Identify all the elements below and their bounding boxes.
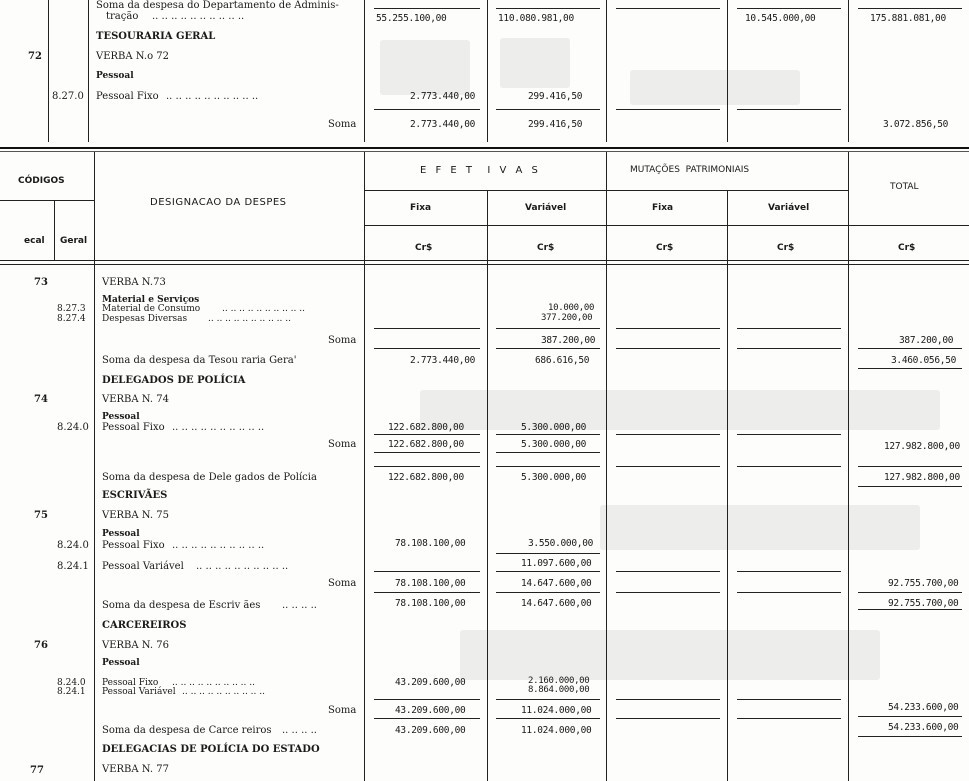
despesas-diversas-label: Despesas Diversas	[102, 314, 188, 324]
pessoal-fixo-leaders: .. .. .. .. .. .. .. .. .. ..	[166, 91, 259, 102]
header-geral: Geral	[60, 236, 88, 246]
pessoal-fixo-76-var: 2.160.000,00	[528, 676, 590, 686]
pessoal-76-heading: Pessoal	[102, 658, 140, 668]
dept-soma-label-1: Soma da despesa do Departamento de Adminis-	[96, 0, 339, 11]
material-servicos-heading: Material e Serviços	[102, 295, 200, 305]
soma-76-var: 11.024.000,00	[521, 705, 592, 716]
header-variavel-mut: Variável	[768, 203, 810, 213]
header-variavel: Variável	[525, 203, 567, 213]
top-rule-2	[88, 0, 89, 142]
dept-soma-label-2: tração	[106, 11, 139, 22]
pessoal-fixo-var: 299.416,50	[528, 91, 583, 102]
pessoal-fixo-fixa: 2.773.440,00	[410, 91, 476, 102]
material-consumo-code: 8.27.3	[57, 304, 86, 314]
soma-76-label: Soma	[328, 705, 357, 716]
pessoal-variavel-75-leaders: .. .. .. .. .. .. .. .. .. ..	[196, 561, 289, 572]
escrivaes-soma-leaders: .. .. .. ..	[282, 600, 317, 611]
pessoal-variavel-76-label: Pessoal Variável	[102, 687, 176, 697]
soma-72-total: 3.072.856,50	[883, 119, 949, 130]
material-consumo-leaders: .. .. .. .. .. .. .. .. .. ..	[222, 304, 305, 314]
pessoal-fixo-74-var: 5.300.000,00	[521, 422, 587, 433]
top-rule-6	[727, 0, 728, 142]
pessoal-fixo-76-label: Pessoal Fixo	[102, 678, 159, 688]
soma-75-total: 92.755.700,00	[888, 578, 959, 589]
tesouraria-title: TESOURARIA GERAL	[96, 31, 216, 42]
material-consumo-label: Material de Consumo	[102, 304, 201, 314]
carcereiros-soma-leaders: .. .. .. ..	[282, 725, 317, 736]
soma-74-label: Soma	[328, 439, 357, 450]
carcereiros-soma-var: 11.024.000,00	[521, 725, 592, 736]
pessoal-variavel-76-code: 8.24.1	[57, 687, 86, 697]
pessoal-fixo-74-fixa: 122.682.800,00	[388, 422, 464, 433]
cur-mut-fixa: Cr$	[656, 243, 674, 253]
pessoal-fixo-74-code: 8.24.0	[57, 422, 89, 433]
soma-76-total: 54.233.600,00	[888, 702, 959, 713]
cur-var: Cr$	[537, 243, 555, 253]
soma-74-var: 5.300.000,00	[521, 439, 587, 450]
dept-soma-mut: 10.545.000,00	[745, 13, 816, 24]
tesouraria-soma-var: 686.616,50	[535, 355, 590, 366]
soma-72-fixa: 2.773.440,00	[410, 119, 476, 130]
verba-74-label: VERBA N. 74	[102, 394, 169, 405]
top-rule-3	[364, 0, 365, 142]
pessoal-fixo-74-leaders: .. .. .. .. .. .. .. .. .. ..	[172, 422, 265, 433]
soma-75-fixa: 78.108.100,00	[395, 578, 466, 589]
escrivaes-title: ESCRIVÃES	[102, 490, 168, 501]
verba-75-code: 75	[34, 510, 48, 521]
verba-74-code: 74	[34, 394, 48, 405]
cur-fixa: Cr$	[415, 243, 433, 253]
pessoal-fixo-75-code: 8.24.0	[57, 540, 89, 551]
verba-72-label: VERBA N.o 72	[96, 51, 170, 62]
despesas-diversas-leaders: .. .. .. .. .. .. .. .. .. ..	[208, 314, 291, 324]
pessoal-variavel-75-code: 8.24.1	[57, 561, 89, 572]
verba-73-label: VERBA N.73	[102, 277, 166, 288]
tesouraria-soma-label: Soma da despesa da Tesou raria Gera'	[102, 355, 297, 366]
top-rule-7	[848, 0, 849, 142]
soma-74-fixa: 122.682.800,00	[388, 439, 464, 450]
header-efetivas: E F E T I V A S	[420, 165, 541, 176]
pessoal-fixo-76-leaders: .. .. .. .. .. .. .. .. .. ..	[172, 678, 255, 688]
pessoal-fixo-75-label: Pessoal Fixo	[102, 540, 165, 551]
pessoal-fixo-label: Pessoal Fixo	[96, 91, 159, 102]
header-local: ecal	[24, 236, 45, 246]
soma-74-total: 127.982.800,00	[884, 441, 960, 452]
soma-73-total: 387.200,00	[899, 335, 954, 346]
delegados-soma-var: 5.300.000,00	[521, 472, 587, 483]
pessoal-heading: Pessoal	[96, 71, 134, 81]
material-consumo-var: 10.000,00	[548, 303, 595, 313]
pessoal-fixo-76-code: 8.24.0	[57, 678, 86, 688]
soma-75-var: 14.647.600,00	[521, 578, 592, 589]
escrivaes-soma-var: 14.647.600,00	[521, 598, 592, 609]
tesouraria-soma-fixa: 2.773.440,00	[410, 355, 476, 366]
carcereiros-soma-total: 54.233.600,00	[888, 722, 959, 733]
dept-soma-fixa: 55.255.100,00	[376, 13, 447, 24]
despesas-diversas-var: 377.200,00	[541, 313, 593, 323]
verba-73-code: 73	[34, 277, 48, 288]
delegados-soma-fixa: 122.682.800,00	[388, 472, 464, 483]
delegados-soma-total: 127.982.800,00	[884, 472, 960, 483]
verba-72-code: 72	[28, 51, 42, 62]
verba-75-label: VERBA N. 75	[102, 510, 169, 521]
soma-76-fixa: 43.209.600,00	[395, 705, 466, 716]
escrivaes-soma-total: 92.755.700,00	[888, 598, 959, 609]
soma-73-label: Soma	[328, 335, 357, 346]
pessoal-variavel-76-var: 8.864.000,00	[528, 685, 590, 695]
tesouraria-soma-total: 3.460.056,50	[891, 355, 957, 366]
despesas-diversas-code: 8.27.4	[57, 314, 86, 324]
pessoal-fixo-code: 8.27.0	[52, 91, 84, 102]
pessoal-variavel-75-var: 11.097.600,00	[521, 558, 592, 569]
pessoal-variavel-76-leaders: .. .. .. .. .. .. .. .. .. ..	[182, 687, 265, 697]
delegacias-title: DELEGACIAS DE POLÍCIA DO ESTADO	[102, 744, 320, 755]
pessoal-fixo-74-label: Pessoal Fixo	[102, 422, 165, 433]
carcereiros-soma-fixa: 43.209.600,00	[395, 725, 466, 736]
top-rule-1	[48, 0, 49, 142]
header-fixa-mut: Fixa	[652, 203, 674, 213]
pessoal-fixo-75-fixa: 78.108.100,00	[395, 538, 466, 549]
pessoal-75-heading: Pessoal	[102, 529, 140, 539]
verba-77-label: VERBA N. 77	[102, 764, 169, 775]
soma-72-var: 299.416,50	[528, 119, 583, 130]
soma-73-var: 387.200,00	[541, 335, 596, 346]
header-mutacoes: MUTAÇÕES PATRIMONIAIS	[630, 165, 750, 175]
soma-75-label: Soma	[328, 578, 357, 589]
dept-soma-leaders: .. .. .. .. .. .. .. .. .. ..	[152, 11, 245, 22]
pessoal-fixo-75-leaders: .. .. .. .. .. .. .. .. .. ..	[172, 540, 265, 551]
dept-soma-total: 175.881.081,00	[870, 13, 946, 24]
header-codigos: CÓDIGOS	[18, 176, 65, 186]
header-designacao: DESIGNACAO DA DESPES	[150, 197, 287, 208]
verba-77-code: 77	[30, 765, 44, 776]
header-fixa: Fixa	[410, 203, 432, 213]
dept-soma-var: 110.080.981,00	[498, 13, 574, 24]
soma-72-label: Soma	[328, 119, 357, 130]
verba-76-code: 76	[34, 640, 48, 651]
carcereiros-soma-label: Soma da despesa de Carce reiros	[102, 725, 272, 736]
pessoal-fixo-76-fixa: 43.209.600,00	[395, 677, 466, 688]
top-rule-4	[487, 0, 488, 142]
delegados-title: DELEGADOS DE POLÍCIA	[102, 375, 246, 386]
cur-total: Cr$	[898, 243, 916, 253]
escrivaes-soma-label: Soma da despesa de Escriv ães	[102, 600, 261, 611]
top-rule-5	[606, 0, 607, 142]
verba-76-label: VERBA N. 76	[102, 640, 169, 651]
cur-mut-var: Cr$	[777, 243, 795, 253]
pessoal-74-heading: Pessoal	[102, 412, 140, 422]
delegados-soma-label: Soma da despesa de Dele gados de Polícia	[102, 472, 317, 483]
header-total: TOTAL	[890, 182, 919, 192]
escrivaes-soma-fixa: 78.108.100,00	[395, 598, 466, 609]
pessoal-fixo-75-var: 3.550.000,00	[528, 538, 594, 549]
carcereiros-title: CARCEREIROS	[102, 620, 187, 631]
pessoal-variavel-75-label: Pessoal Variável	[102, 561, 184, 572]
